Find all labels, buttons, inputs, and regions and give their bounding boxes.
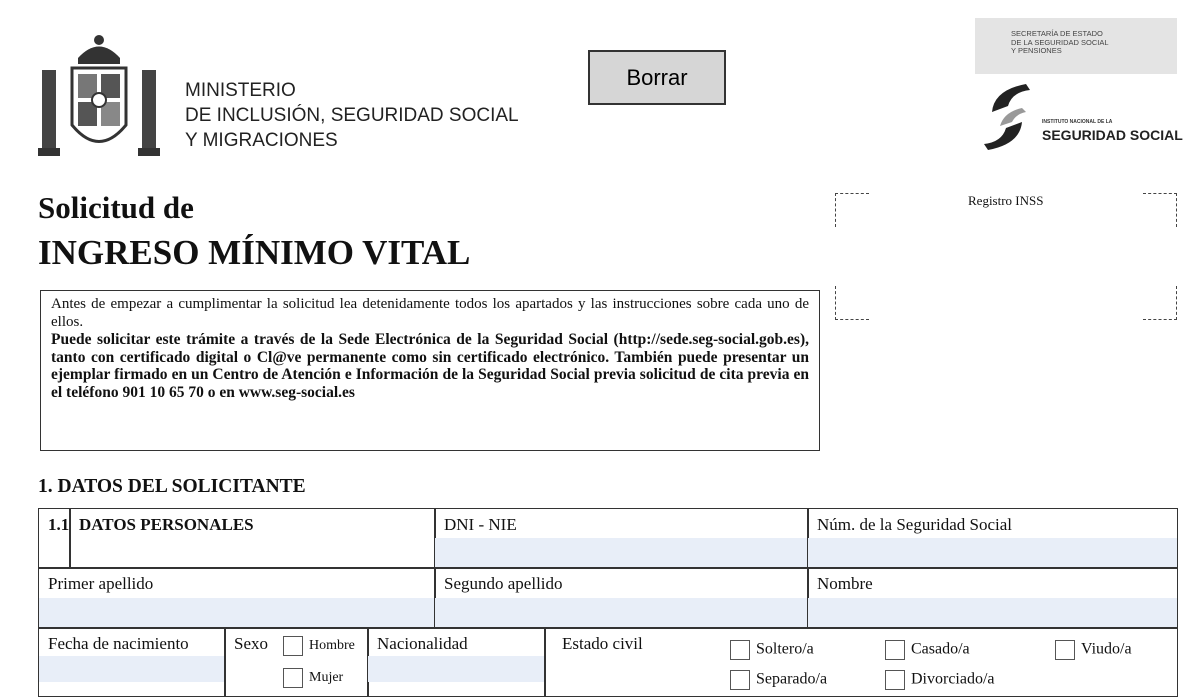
secretaria-line: Y PENSIONES <box>1011 46 1062 55</box>
nombre-label: Nombre <box>817 574 873 593</box>
estado-option[interactable] <box>730 670 827 690</box>
secretaria-label <box>975 18 1177 74</box>
clear-button[interactable]: Borrar <box>588 50 726 105</box>
dni-field[interactable] <box>434 508 809 569</box>
nacionalidad-label: Nacionalidad <box>377 634 468 653</box>
instructions-intro: Antes de empezar a cumplimentar la solicitud lea detenidamente todos los apartados y las instrucciones sobre cada uno de ellos. <box>51 296 809 330</box>
estado-civil-label: Estado civil <box>562 634 643 653</box>
option-label: Hombre <box>309 638 355 654</box>
nombre-input[interactable] <box>808 598 1177 628</box>
option-label: Soltero/a <box>756 640 814 658</box>
sexo-label: Sexo <box>234 634 268 653</box>
estado-option[interactable] <box>885 640 970 660</box>
nombre-field[interactable] <box>807 567 1178 629</box>
sexo-field <box>224 627 369 697</box>
sexo-option[interactable] <box>283 636 355 656</box>
nacionalidad-field[interactable] <box>367 627 546 697</box>
apellido1-label: Primer apellido <box>48 574 154 593</box>
option-label: Viudo/a <box>1081 640 1132 658</box>
ministry-line: DE INCLUSIÓN, SEGURIDAD SOCIAL <box>185 105 519 126</box>
apellido2-field[interactable] <box>434 567 809 629</box>
ministry-name <box>185 78 519 153</box>
subsection-number: 1.1 <box>38 508 71 569</box>
seguridad-social-logo-icon <box>982 82 1032 152</box>
estado-option[interactable] <box>730 640 814 660</box>
estado-civil-field <box>544 627 1178 697</box>
estado-option[interactable] <box>885 670 995 690</box>
option-label: Casado/a <box>911 640 970 658</box>
nss-field[interactable] <box>807 508 1178 569</box>
instructions-bold: Puede solicitar este trámite a través de la Sede Electrónica de la Seguridad Social (http://sede.seg-social.gob.es), tanto con certificado digital o Cl@ve permanente como sin certificado electrónico. También puede presentar un ejemplar firmado en un Centro de Atención e Información de la Seguridad Social previa solicitud de cita previa en el teléfono 901 10 65 70 o en www.seg-social.es <box>51 331 809 401</box>
checkbox[interactable] <box>730 670 750 690</box>
secretaria-line: SECRETARÍA DE ESTADO <box>1011 29 1103 38</box>
checkbox[interactable] <box>283 668 303 688</box>
apellido1-field[interactable] <box>38 567 436 629</box>
estado-option[interactable] <box>1055 640 1132 660</box>
option-label: Separado/a <box>756 670 828 688</box>
subsection-title: DATOS PERSONALES <box>69 508 436 569</box>
page-title-line2: INGRESO MÍNIMO VITAL <box>38 233 471 272</box>
dni-label: DNI - NIE <box>444 515 517 534</box>
dni-input[interactable] <box>435 538 808 568</box>
checkbox[interactable] <box>885 670 905 690</box>
fecha-input[interactable] <box>39 656 225 682</box>
checkbox[interactable] <box>1055 640 1075 660</box>
nss-input[interactable] <box>808 538 1177 568</box>
secretaria-line: DE LA SEGURIDAD SOCIAL <box>1011 37 1109 47</box>
ministry-line: MINISTERIO <box>185 80 296 101</box>
nss-label: Núm. de la Seguridad Social <box>817 515 1012 534</box>
institute-label: INSTITUTO NACIONAL DE LA <box>1042 119 1113 125</box>
page-title-line1: Solicitud de <box>38 190 194 225</box>
institute-name: SEGURIDAD SOCIAL <box>1042 127 1183 143</box>
checkbox[interactable] <box>283 636 303 656</box>
section-title: 1. DATOS DEL SOLICITANTE <box>38 476 306 497</box>
apellido1-input[interactable] <box>39 598 435 628</box>
fecha-label: Fecha de nacimiento <box>48 634 189 653</box>
sexo-option[interactable] <box>283 668 343 688</box>
instructions-box <box>40 290 820 451</box>
apellido2-label: Segundo apellido <box>444 574 563 593</box>
nacionalidad-input[interactable] <box>368 656 545 682</box>
option-label: Mujer <box>309 670 344 686</box>
fecha-field[interactable] <box>38 627 226 697</box>
registro-label: Registro INSS <box>968 193 1044 208</box>
checkbox[interactable] <box>730 640 750 660</box>
option-label: Divorciado/a <box>911 670 995 688</box>
checkbox[interactable] <box>885 640 905 660</box>
ministry-line: Y MIGRACIONES <box>185 130 338 151</box>
coat-of-arms-logo <box>38 30 160 160</box>
apellido2-input[interactable] <box>435 598 808 628</box>
